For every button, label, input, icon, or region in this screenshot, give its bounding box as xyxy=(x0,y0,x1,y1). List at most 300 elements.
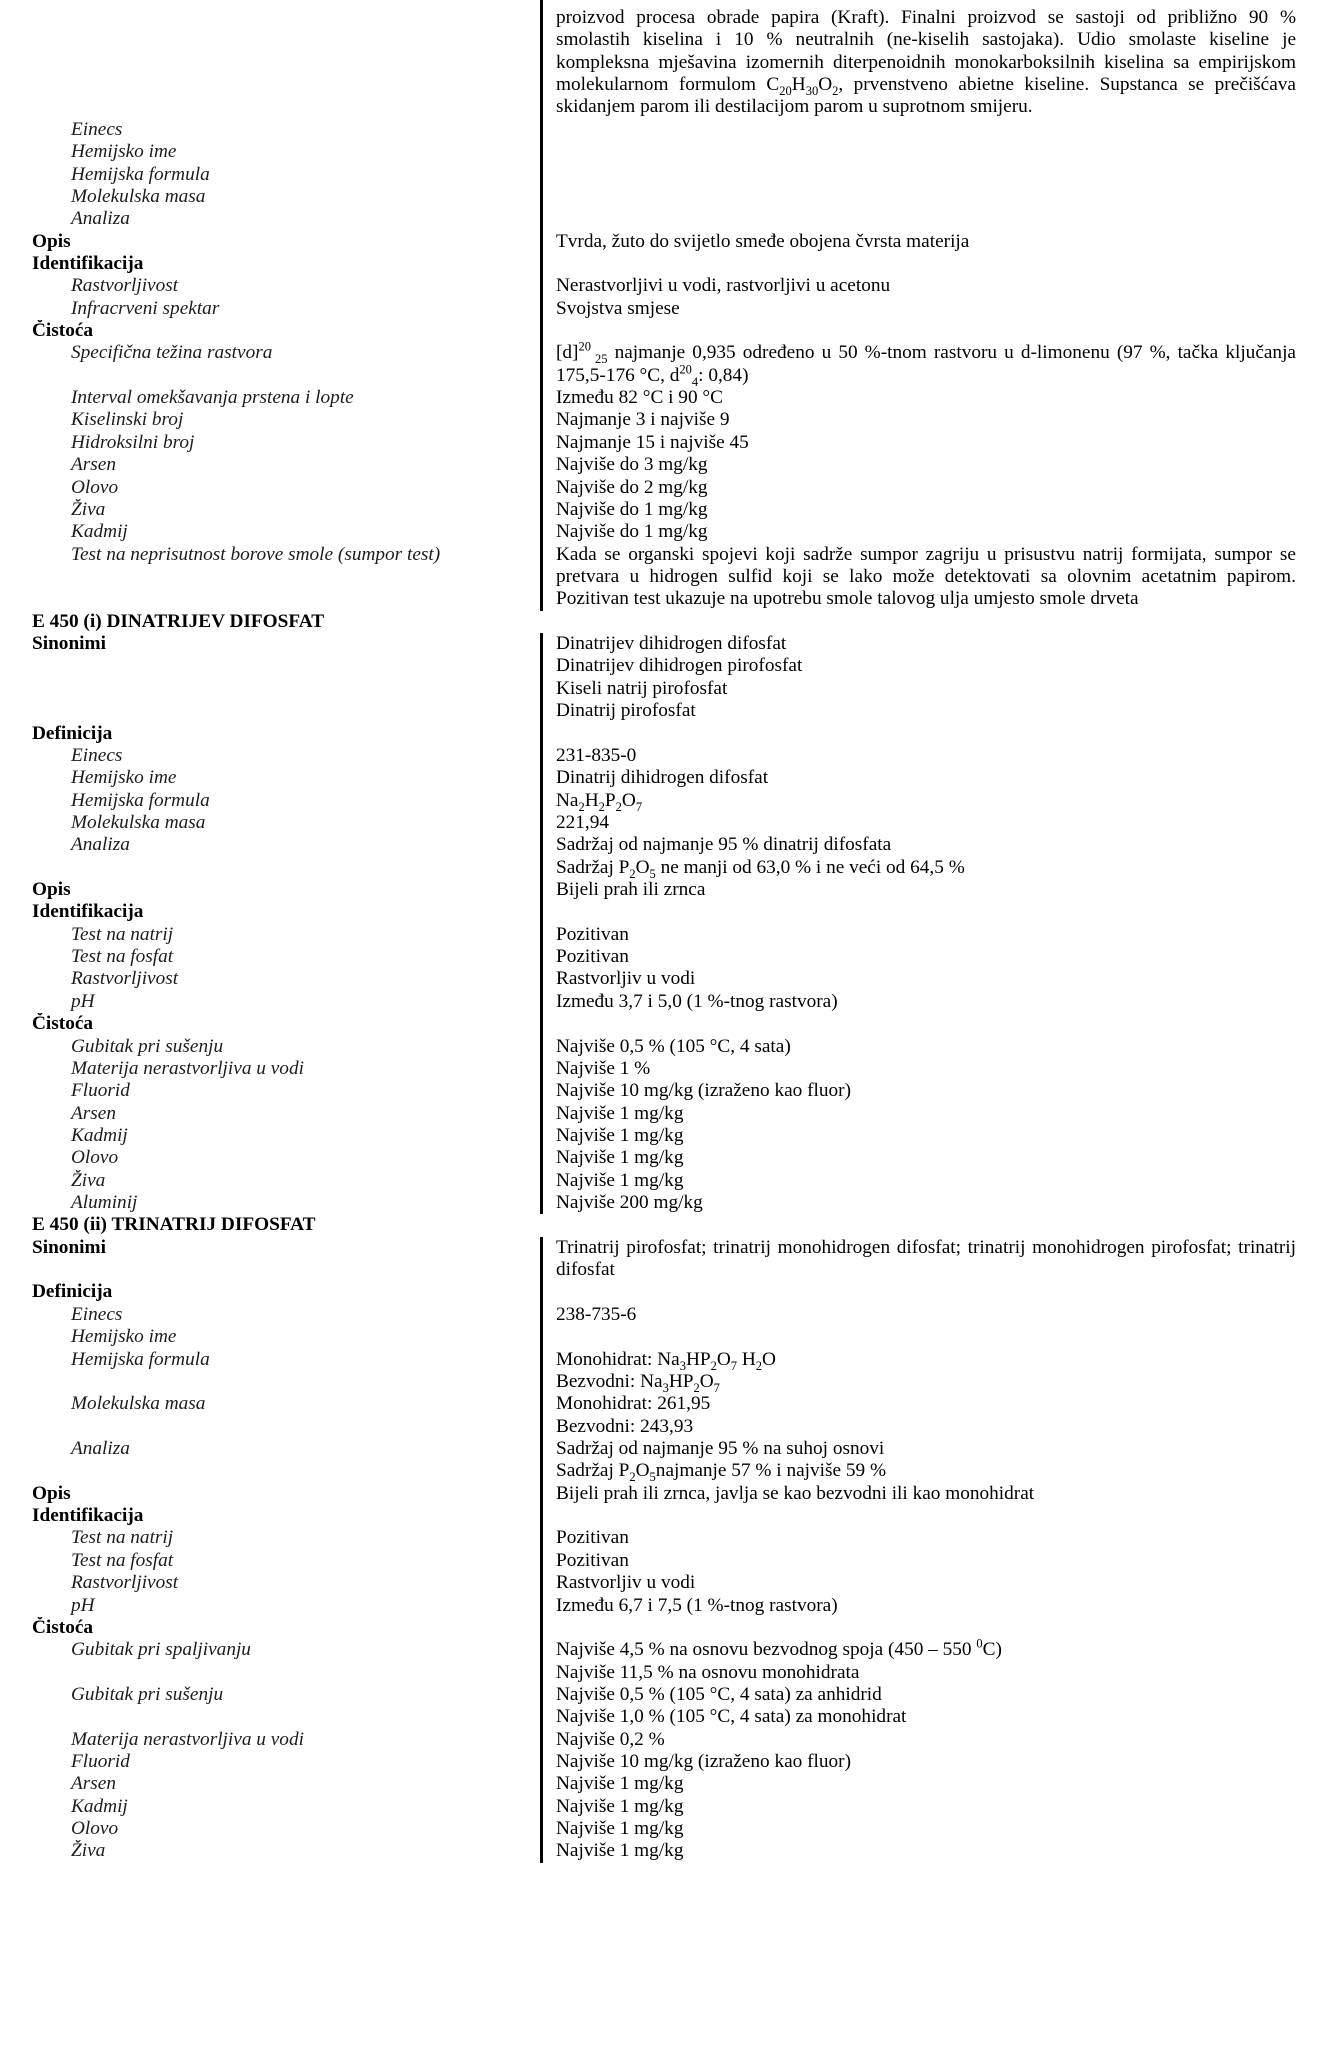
label-cell xyxy=(0,700,540,722)
row-chemical-name xyxy=(0,141,1340,163)
field-value: Najviše 10 mg/kg (izraženo kao fluor) xyxy=(540,1080,1296,1102)
row-synonyms-cont xyxy=(0,700,1340,722)
field-value xyxy=(540,723,1296,745)
subscript: 2 xyxy=(629,1470,636,1485)
entry-title: E 450 (i) DINATRIJEV DIFOSFAT xyxy=(32,610,325,632)
field-label: Kadmij xyxy=(71,1124,128,1146)
field-value xyxy=(540,901,1296,923)
field-value: Najviše 0,2 % xyxy=(540,1729,1296,1751)
chemical-formula xyxy=(540,790,1296,812)
field-label: Molekulska masa xyxy=(71,185,206,207)
subscript: 2 xyxy=(693,1380,700,1395)
field-value xyxy=(540,119,1296,141)
field-value: Najviše 1 mg/kg xyxy=(540,1103,1296,1125)
field-label: Test na neprisutnost borove smole (sumpor test) xyxy=(71,543,441,565)
text-part: najmanje 0,935 određeno u 50 %-tnom rastvoru u d-limonenu (97 %, tačka ključanja xyxy=(607,342,1296,364)
row-lead xyxy=(0,477,1340,499)
text-part: HP xyxy=(685,1348,711,1370)
chemical-formula xyxy=(540,1371,1296,1393)
field-label: Test na natrij xyxy=(71,1527,174,1549)
row-assay xyxy=(0,208,1340,230)
row-ignition-loss xyxy=(0,1636,1340,1661)
row-fluoride xyxy=(0,1751,1340,1773)
row-mercury xyxy=(0,1840,1340,1862)
label-cell xyxy=(0,1460,540,1482)
field-value: Između 3,7 i 5,0 (1 %-tnog rastvora) xyxy=(540,991,1296,1013)
row-lead xyxy=(0,1147,1340,1169)
field-value xyxy=(540,320,1296,342)
field-label: Gubitak pri spaljivanju xyxy=(71,1639,251,1661)
subscript: 2 xyxy=(615,799,622,814)
row-molecular-weight-cont xyxy=(0,1416,1340,1438)
row-assay-cont xyxy=(0,1460,1340,1485)
row-einecs xyxy=(0,119,1340,141)
subscript: 20 xyxy=(779,83,792,97)
text-part: molekularnom formulom C xyxy=(556,74,780,96)
row-ph xyxy=(0,1595,1340,1617)
section-label: Opis xyxy=(32,879,71,901)
row-description xyxy=(0,1483,1340,1505)
row-drying-loss xyxy=(0,1684,1340,1706)
field-value: Između 82 °C i 90 °C xyxy=(540,387,1296,409)
row-solubility xyxy=(0,275,1340,297)
field-value: Najviše 1 mg/kg xyxy=(540,1147,1296,1169)
label-cell xyxy=(0,1706,540,1728)
field-label: Test na fosfat xyxy=(71,1549,174,1571)
label-cell xyxy=(0,52,540,74)
field-label: Molekulska masa xyxy=(71,811,206,833)
row-solubility xyxy=(0,1572,1340,1594)
field-label: Fluorid xyxy=(71,1751,130,1773)
row-purity xyxy=(0,1617,1340,1639)
field-label: Olovo xyxy=(71,476,119,498)
row-assay xyxy=(0,834,1340,856)
row-arsenic xyxy=(0,1103,1340,1125)
definition-text xyxy=(540,74,1296,96)
subscript: 7 xyxy=(713,1380,720,1395)
section-label: Čistoća xyxy=(32,1013,94,1035)
row-softening-interval xyxy=(0,387,1340,409)
row-identification xyxy=(0,1505,1340,1527)
row-synonyms-cont xyxy=(0,655,1340,677)
field-label: Kadmij xyxy=(71,1795,128,1817)
field-value xyxy=(540,1460,1296,1485)
text-part: H xyxy=(584,789,599,811)
row-identification xyxy=(0,901,1340,923)
text-part: : 0,84) xyxy=(698,364,749,386)
label-cell xyxy=(0,857,540,879)
label-cell xyxy=(0,1259,540,1281)
row-drying-loss-cont xyxy=(0,1706,1340,1728)
field-value: 221,94 xyxy=(540,812,1296,834)
field-label: Živa xyxy=(71,1169,106,1191)
field-value xyxy=(540,1636,1296,1661)
subscript: 2 xyxy=(832,83,839,97)
text-part: Sadržaj P xyxy=(556,1460,630,1482)
row-cadmium xyxy=(0,521,1340,543)
field-value: Svojstva smjese xyxy=(540,298,1296,320)
chemical-formula xyxy=(540,1349,1296,1371)
row-synonyms-cont xyxy=(0,1259,1340,1281)
row-einecs xyxy=(0,745,1340,767)
field-label: Hidroksilni broj xyxy=(71,431,195,453)
field-label: Olovo xyxy=(71,1147,119,1169)
label-cell xyxy=(0,7,540,29)
row-synonyms-cont xyxy=(0,678,1340,700)
text-part: O xyxy=(762,1348,776,1370)
row-specific-gravity xyxy=(0,342,1340,364)
field-value xyxy=(540,1326,1296,1348)
field-value: Najviše 1,0 % (105 °C, 4 sata) za monohidrat xyxy=(540,1706,1296,1728)
row-identification xyxy=(0,253,1340,275)
row-chemical-formula-cont xyxy=(0,1371,1340,1393)
field-value: Najviše do 1 mg/kg xyxy=(540,499,1296,521)
text-part: H xyxy=(791,74,806,96)
text-part: C) xyxy=(982,1639,1002,1661)
field-value: Najviše 10 mg/kg (izraženo kao fluor) xyxy=(540,1751,1296,1773)
field-value: Najviše do 1 mg/kg xyxy=(540,521,1296,543)
field-label: Arsen xyxy=(71,454,116,476)
synonym: Dinatrij pirofosfat xyxy=(540,700,1296,722)
row-molecular-weight xyxy=(0,1393,1340,1415)
row-purity xyxy=(0,320,1340,342)
field-value: Najmanje 15 i najviše 45 xyxy=(540,432,1296,454)
field-value xyxy=(540,1013,1296,1035)
field-label: Aluminij xyxy=(71,1192,138,1214)
row-sulphur-test xyxy=(0,544,1340,566)
row-einecs xyxy=(0,1304,1340,1326)
row-acid-value xyxy=(0,409,1340,431)
field-label: Test na natrij xyxy=(71,923,174,945)
synonym: Dinatrijev dihidrogen difosfat xyxy=(540,633,1296,655)
label-cell xyxy=(0,655,540,677)
field-label: Analiza xyxy=(71,834,130,856)
field-value: 238-735-6 xyxy=(540,1304,1296,1326)
field-label: Živa xyxy=(71,1840,106,1862)
field-label: Hemijsko ime xyxy=(71,1326,177,1348)
field-value: Između 6,7 i 7,5 (1 %-tnog rastvora) xyxy=(540,1595,1296,1617)
definition-text: smolastih kiselina i 10 % neutralnih (ne-kiselih sastojaka). Udio smolaste kiseline je xyxy=(540,29,1296,51)
row-sodium-test xyxy=(0,924,1340,946)
definition-text: proizvod procesa obrade papira (Kraft). Finalni proizvod se sastoji od približno 90 % xyxy=(540,7,1296,29)
label-cell xyxy=(0,29,540,51)
text-part: 175,5-176 °C, d xyxy=(556,364,680,386)
row-synonyms xyxy=(0,633,1340,655)
section-label: Definicija xyxy=(32,1281,113,1303)
superscript: 0 xyxy=(976,1636,983,1651)
row-sodium-test xyxy=(0,1527,1340,1549)
field-label: Molekulska masa xyxy=(71,1393,206,1415)
row-solubility xyxy=(0,968,1340,990)
field-value xyxy=(540,1505,1296,1527)
row-mercury xyxy=(0,499,1340,521)
section-label: Identifikacija xyxy=(32,1505,144,1527)
field-value: Najviše 1 mg/kg xyxy=(540,1796,1296,1818)
row-drying-loss xyxy=(0,1036,1340,1058)
row-cadmium xyxy=(0,1125,1340,1147)
field-value xyxy=(540,1617,1296,1639)
field-label: Einecs xyxy=(71,1303,123,1325)
row-phosphate-test xyxy=(0,1550,1340,1572)
field-label: Rastvorljivost xyxy=(71,1572,179,1594)
field-label: Olovo xyxy=(71,1818,119,1840)
field-value: Najviše 1 % xyxy=(540,1058,1296,1080)
row-insoluble-matter xyxy=(0,1058,1340,1080)
section-label: Identifikacija xyxy=(32,252,144,274)
section-label: Sinonimi xyxy=(32,633,106,655)
field-value: Rastvorljiv u vodi xyxy=(540,1572,1296,1594)
row-definition-line xyxy=(0,74,1340,96)
field-value: Pozitivan xyxy=(540,1550,1296,1572)
field-label: Gubitak pri sušenju xyxy=(71,1683,224,1705)
field-label: Živa xyxy=(71,498,106,520)
row-definition-line xyxy=(0,29,1340,51)
field-value: Rastvorljiv u vodi xyxy=(540,968,1296,990)
row-infrared-spectrum xyxy=(0,298,1340,320)
row-entry-title xyxy=(0,1214,1340,1236)
text-part: O xyxy=(818,74,833,96)
field-value: Pozitivan test ukazuje na upotrebu smole talovog ulja umjesto smole drveta xyxy=(540,588,1296,610)
field-label: Kiselinski broj xyxy=(71,409,184,431)
field-value xyxy=(540,208,1296,230)
field-value xyxy=(540,164,1296,186)
field-value: Pozitivan xyxy=(540,924,1296,946)
text-part: O xyxy=(635,1460,650,1482)
field-label: Fluorid xyxy=(71,1080,130,1102)
field-label: Hemijska formula xyxy=(71,789,210,811)
synonym: Dinatrijev dihidrogen pirofosfat xyxy=(540,655,1296,677)
label-cell xyxy=(0,74,540,96)
field-value: Najviše 1 mg/kg xyxy=(540,1170,1296,1192)
field-value: Nerastvorljivi u vodi, rastvorljivi u acetonu xyxy=(540,275,1296,297)
field-label: Materija nerastvorljiva u vodi xyxy=(71,1057,304,1079)
field-value xyxy=(540,141,1296,163)
row-insoluble-matter xyxy=(0,1729,1340,1751)
superscript: 20 xyxy=(578,342,591,354)
synonym: difosfat xyxy=(540,1259,1296,1281)
row-arsenic xyxy=(0,1773,1340,1795)
label-cell xyxy=(0,365,540,387)
row-synonyms xyxy=(0,1237,1340,1259)
label-cell xyxy=(0,678,540,700)
text-part: Monohidrat: Na xyxy=(556,1348,680,1370)
row-description xyxy=(0,879,1340,901)
field-label: Specifična težina rastvora xyxy=(71,342,273,364)
row-definition-line xyxy=(0,7,1340,29)
field-value: Pozitivan xyxy=(540,1527,1296,1549)
synonym: Trinatrij pirofosfat; trinatrij monohidrogen difosfat; trinatrij monohidrogen pirofosfat; trinatrij xyxy=(540,1237,1296,1259)
text-part: O xyxy=(621,789,636,811)
row-mercury xyxy=(0,1170,1340,1192)
definition-text: kompleksna mješavina izomernih diterpenoidnih monokarboksilnih kiselina sa empirijskom xyxy=(540,52,1296,74)
field-value: Bezvodni: 243,93 xyxy=(540,1416,1296,1438)
field-value: Najviše 1 mg/kg xyxy=(540,1125,1296,1147)
subscript: 2 xyxy=(578,799,585,814)
subscript: 25 xyxy=(594,352,608,365)
field-value: Bijeli prah ili zrnca, javlja se kao bezvodni ili kao monohidrat xyxy=(540,1483,1296,1505)
row-molecular-weight xyxy=(0,186,1340,208)
subscript: 5 xyxy=(649,1470,656,1485)
row-assay xyxy=(0,1438,1340,1460)
section-label: Čistoća xyxy=(32,320,94,342)
column-divider xyxy=(540,0,543,7)
text-part: O xyxy=(716,1348,731,1370)
field-label: Analiza xyxy=(71,208,130,230)
field-label: Rastvorljivost xyxy=(71,968,179,990)
field-value: 231-835-0 xyxy=(540,745,1296,767)
subscript: 7 xyxy=(635,799,643,814)
field-value: Najviše 1 mg/kg xyxy=(540,1773,1296,1795)
subscript: 7 xyxy=(730,1358,738,1373)
row-chemical-formula xyxy=(0,164,1340,186)
row-phosphate-test xyxy=(0,946,1340,968)
field-value: pretvara u hidrogen sulfid koji se lako može detektovati sa olovnim acetatnim papirom. xyxy=(540,566,1296,588)
subscript: 4 xyxy=(691,374,699,389)
text-part: ne manji od 63,0 % i ne veći od 64,5 % xyxy=(655,856,965,878)
row-lead xyxy=(0,1818,1340,1840)
field-label: Hemijska formula xyxy=(71,163,210,185)
subscript: 5 xyxy=(649,866,656,881)
row-hydroxyl-value xyxy=(0,432,1340,454)
section-label: Opis xyxy=(32,1482,71,1504)
label-cell xyxy=(0,1416,540,1438)
field-value: Monohidrat: 261,95 xyxy=(540,1393,1296,1415)
field-label: Einecs xyxy=(71,118,123,140)
row-definition-line xyxy=(0,52,1340,74)
row-chemical-formula xyxy=(0,1349,1340,1371)
row-specific-gravity-cont xyxy=(0,362,1340,389)
text-part: P xyxy=(604,789,616,811)
row-definition xyxy=(0,723,1340,745)
text-part: O xyxy=(635,856,650,878)
field-value xyxy=(540,1281,1296,1303)
field-label: Rastvorljivost xyxy=(71,275,179,297)
field-value: Najviše 1 mg/kg xyxy=(540,1840,1296,1862)
subscript: 3 xyxy=(679,1358,686,1373)
text-part: Najviše 4,5 % na osnovu bezvodnog spoja (450 – 550 xyxy=(556,1639,977,1661)
row-chemical-name xyxy=(0,1326,1340,1348)
synonym: Kiseli natrij pirofosfat xyxy=(540,678,1296,700)
text-part: O xyxy=(699,1370,714,1392)
row-sulphur-test-cont xyxy=(0,588,1340,610)
field-value: Najviše do 2 mg/kg xyxy=(540,477,1296,499)
row-chemical-formula xyxy=(0,790,1340,812)
field-value: Tvrda, žuto do svijetlo smeđe obojena čvrsta materija xyxy=(540,231,1296,253)
field-label: Einecs xyxy=(71,744,123,766)
label-cell xyxy=(0,566,540,588)
section-label: Sinonimi xyxy=(32,1236,106,1258)
field-label: Hemijsko ime xyxy=(71,767,177,789)
row-arsenic xyxy=(0,454,1340,476)
field-value: Dinatrij dihidrogen difosfat xyxy=(540,767,1296,789)
row-description xyxy=(0,231,1340,253)
field-value xyxy=(540,857,1296,879)
field-label: Hemijsko ime xyxy=(71,141,177,163)
label-cell xyxy=(0,588,540,610)
field-value: Najmanje 3 i najviše 9 xyxy=(540,409,1296,431)
field-label: Materija nerastvorljiva u vodi xyxy=(71,1728,304,1750)
field-value: Najviše do 3 mg/kg xyxy=(540,454,1296,476)
field-label: Analiza xyxy=(71,1438,130,1459)
subscript: 2 xyxy=(598,799,605,814)
subscript: 3 xyxy=(662,1380,669,1395)
text-part: najmanje 57 % i najviše 59 % xyxy=(655,1460,887,1482)
subscript: 2 xyxy=(755,1358,763,1373)
text-part: , prvenstveno abietne kiseline. Supstanca se prečišćava xyxy=(838,74,1296,96)
field-value: Najviše 11,5 % na osnovu monohidrata xyxy=(540,1662,1296,1684)
label-cell xyxy=(0,1371,540,1393)
definition-text: skidanjem parom ili destilacijom parom u suprotnom smijeru. xyxy=(540,96,1296,118)
row-definition-line xyxy=(0,96,1340,118)
row-cadmium xyxy=(0,1796,1340,1818)
label-cell xyxy=(0,96,540,118)
field-value xyxy=(540,253,1296,275)
row-sulphur-test-cont xyxy=(0,566,1340,588)
field-value xyxy=(540,342,1296,364)
text-part: Na xyxy=(556,789,579,811)
row-ignition-loss-cont xyxy=(0,1662,1340,1684)
text-part: Sadržaj P xyxy=(556,856,630,878)
field-value: Najviše 0,5 % (105 °C, 4 sata) za anhidrid xyxy=(540,1684,1296,1706)
field-label: Infracrveni spektar xyxy=(71,297,220,319)
field-label: pH xyxy=(71,990,95,1012)
row-purity xyxy=(0,1013,1340,1035)
superscript: 20 xyxy=(679,362,692,377)
row-molecular-weight xyxy=(0,812,1340,834)
row-assay-cont xyxy=(0,857,1340,879)
text-part: [d] xyxy=(556,342,579,364)
row-definition xyxy=(0,1281,1340,1303)
label-cell xyxy=(0,1662,540,1684)
section-label: Identifikacija xyxy=(32,901,144,923)
field-value xyxy=(540,611,1296,633)
field-label: Gubitak pri sušenju xyxy=(71,1035,224,1057)
field-label: Kadmij xyxy=(71,521,128,543)
row-aluminium xyxy=(0,1192,1340,1214)
row-fluoride xyxy=(0,1080,1340,1102)
field-label: Interval omekšavanja prstena i lopte xyxy=(71,387,354,409)
field-value: Sadržaj od najmanje 95 % na suhoj osnovi xyxy=(540,1438,1296,1460)
field-value: Najviše 200 mg/kg xyxy=(540,1192,1296,1214)
subscript: 30 xyxy=(805,83,819,97)
text-part: Bezvodni: Na xyxy=(556,1370,663,1392)
field-value: Najviše 0,5 % (105 °C, 4 sata) xyxy=(540,1036,1296,1058)
field-value: Najviše 1 mg/kg xyxy=(540,1818,1296,1840)
field-value: Pozitivan xyxy=(540,946,1296,968)
subscript: 2 xyxy=(629,866,636,881)
field-label: Arsen xyxy=(71,1102,116,1124)
field-value: Bijeli prah ili zrnca xyxy=(540,879,1296,901)
entry-title: E 450 (ii) TRINATRIJ DIFOSFAT xyxy=(32,1214,316,1236)
subscript: 2 xyxy=(710,1358,717,1373)
text-part: H xyxy=(737,1348,756,1370)
section-label: Čistoća xyxy=(32,1616,94,1638)
row-chemical-name xyxy=(0,767,1340,789)
field-value: Sadržaj od najmanje 95 % dinatrij difosfata xyxy=(540,834,1296,856)
section-label: Opis xyxy=(32,230,71,252)
field-label: Arsen xyxy=(71,1773,116,1795)
field-label: Test na fosfat xyxy=(71,946,174,968)
field-label: pH xyxy=(71,1594,95,1616)
field-value: Kada se organski spojevi koji sadrže sumpor zagriju u prisustvu natrij formijata, sumpor se xyxy=(540,544,1296,566)
row-entry-title xyxy=(0,611,1340,633)
text-part: HP xyxy=(668,1370,694,1392)
field-label: Hemijska formula xyxy=(71,1348,210,1370)
row-ph xyxy=(0,991,1340,1013)
section-label: Definicija xyxy=(32,722,113,744)
field-value xyxy=(540,362,1296,389)
field-value xyxy=(540,186,1296,208)
